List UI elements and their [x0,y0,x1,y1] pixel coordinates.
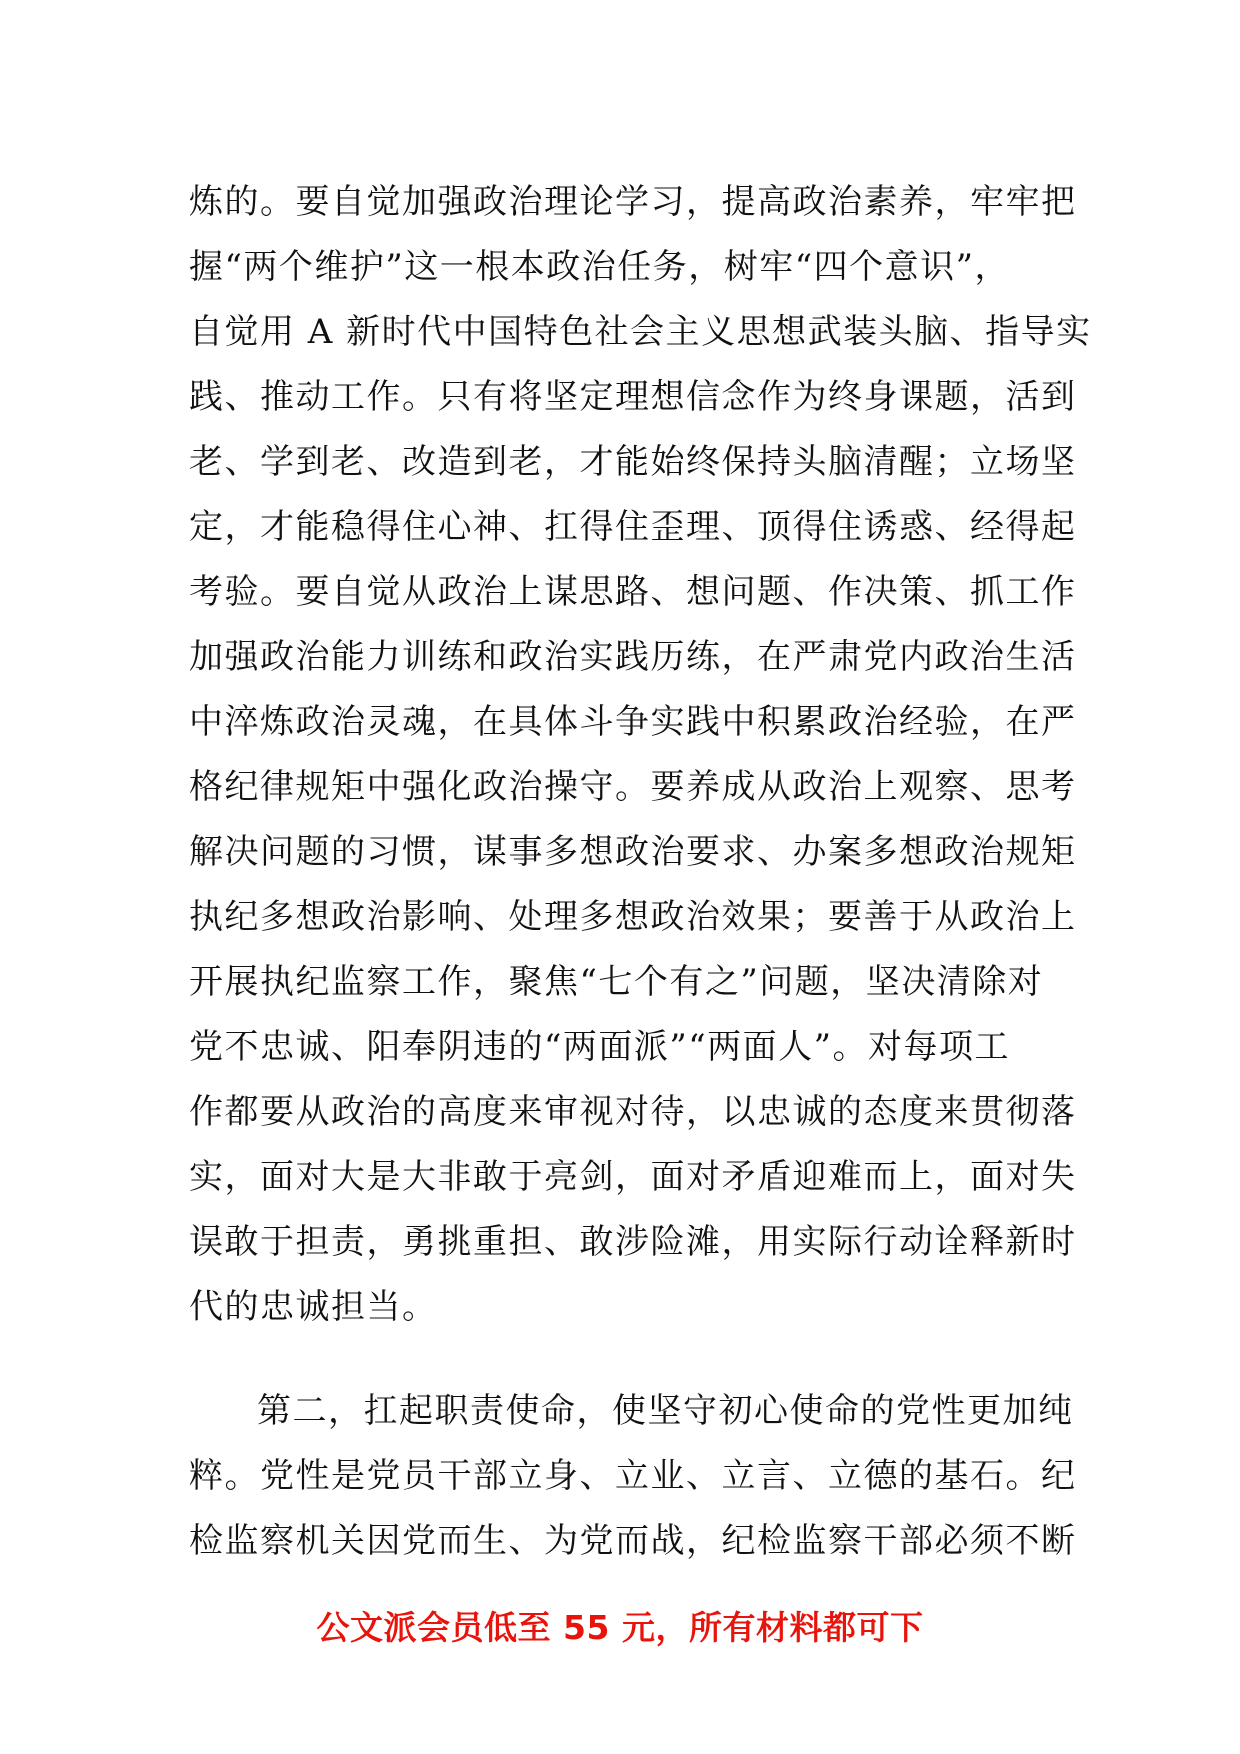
text-line: 炼的。要自觉加强政治理论学习，提高政治素养，牢牢把 [189,182,1077,222]
text-line: 代的忠诚担当。 [189,1287,438,1327]
text-line: 践、推动工作。只有将坚定理想信念作为终身课题，活到 [189,377,1077,417]
text-line: 开展执纪监察工作，聚焦“七个有之”问题，坚决清除对 [189,962,1044,1002]
text-line: 加强政治能力训练和政治实践历练，在严肃党内政治生活 [189,637,1077,677]
text-line: 解决问题的习惯，谋事多想政治要求、办案多想政治规矩 [189,832,1077,872]
text-line: 党不忠诚、阳奉阴违的“两面派”“两面人”。对每项工 [189,1027,1011,1067]
text-line: 老、学到老、改造到老，才能始终保持头脑清醒；立场坚 [189,442,1077,482]
document-body [189,170,1092,1574]
paragraph-2 [189,1379,1077,1574]
text-line: 格纪律规矩中强化政治操守。要养成从政治上观察、思考 [189,767,1077,807]
text-line: 实，面对大是大非敢于亮剑，面对矛盾迎难而上，面对失 [189,1157,1077,1197]
text-line: 误敢于担责，勇挑重担、敢涉险滩，用实际行动诠释新时 [189,1222,1077,1262]
text-line: 定，才能稳得住心神、扛得住歪理、顶得住诱惑、经得起 [189,507,1077,547]
text-line: 执纪多想政治影响、处理多想政治效果；要善于从政治上 [189,897,1077,937]
paragraph-spacer [189,1340,1069,1379]
text-line: 自觉用 A 新时代中国特色社会主义思想武装头脑、指导实 [189,312,1092,352]
text-line: 考验。要自觉从政治上谋思路、想问题、作决策、抓工作 [189,572,1077,612]
text-line: 握“两个维护”这一根本政治任务，树牢“四个意识”， [189,247,1011,287]
paragraph-1 [189,170,1092,1340]
text-line: 检监察机关因党而生、为党而战，纪检监察干部必须不断 [189,1521,1077,1561]
text-line: 中淬炼政治灵魂，在具体斗争实践中积累政治经验，在严 [189,702,1077,742]
text-line: 作都要从政治的高度来审视对待，以忠诚的态度来贯彻落 [189,1092,1077,1132]
text-line: 粹。党性是党员干部立身、立业、立言、立德的基石。纪 [189,1456,1077,1496]
text-line-first-indented: 第二，扛起职责使命，使坚守初心使命的党性更加纯 [257,1391,1074,1431]
promo-footer: 公文派会员低至 55 元，所有材料都可下 [316,1608,924,1647]
